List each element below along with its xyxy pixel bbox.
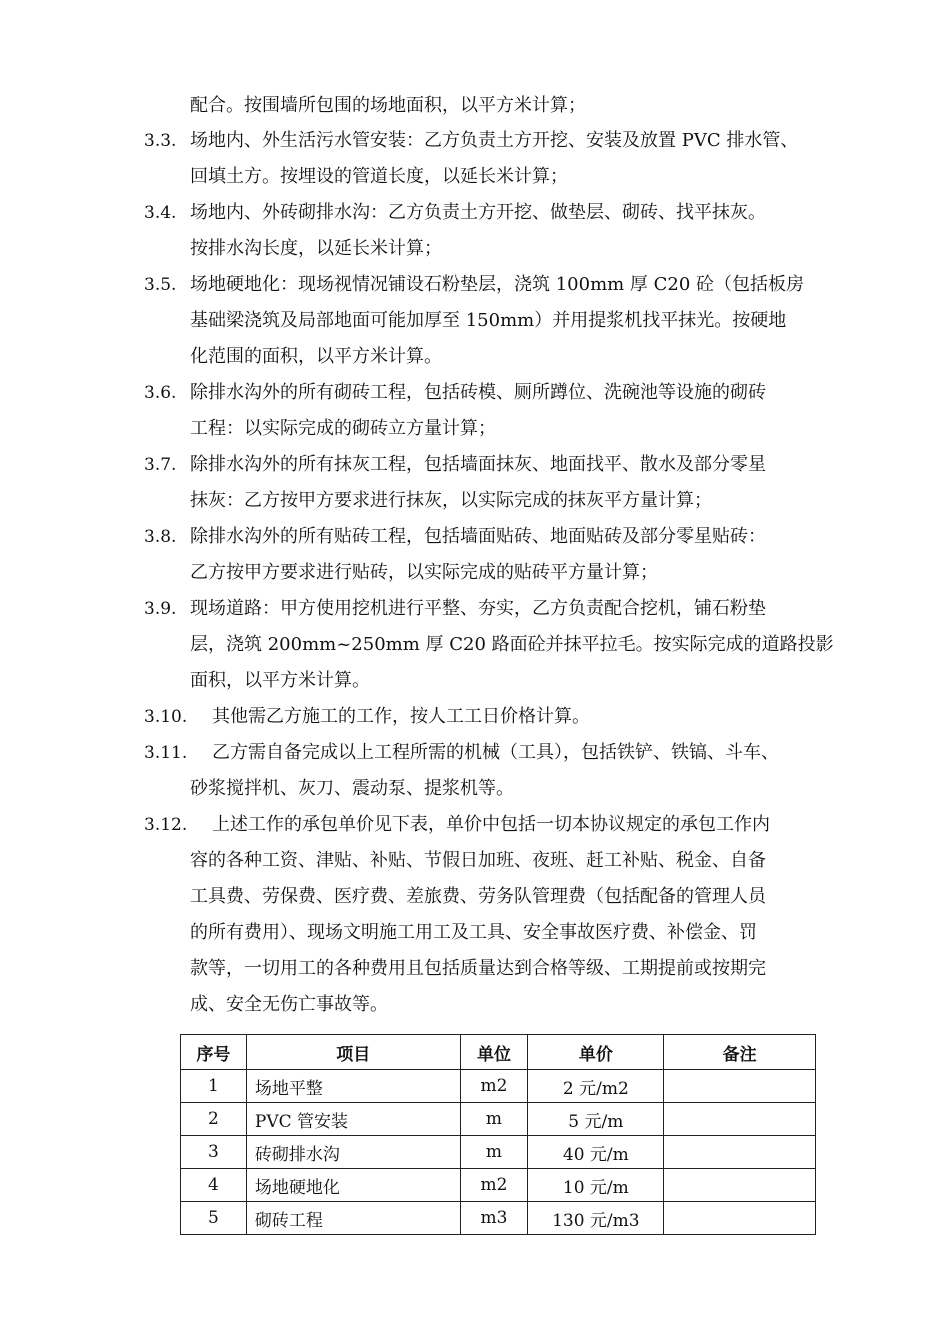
text-line: 容的各种工资、津贴、补贴、节假日加班、夜班、赶工补贴、税金、自备	[190, 850, 766, 871]
table-row	[181, 1202, 816, 1235]
clause-number: 3.3.	[144, 131, 177, 151]
cell-unit: m	[460, 1136, 528, 1169]
text-line: 乙方需自备完成以上工程所需的机械（工具），包括铁铲、铁镐、斗车、	[212, 742, 779, 763]
text-line: 的所有费用）、现场文明施工用工及工具、安全事故医疗费、补偿金、罚	[190, 922, 757, 943]
cell-index: 1	[181, 1070, 247, 1103]
cell-unit-price: 130 元/m3	[528, 1202, 664, 1235]
header-unit: 单位	[460, 1035, 528, 1070]
table-row	[181, 1136, 816, 1169]
text-line: 按排水沟长度，以延长米计算；	[190, 238, 442, 259]
cell-index: 5	[181, 1202, 247, 1235]
text-line: 除排水沟外的所有贴砖工程，包括墙面贴砖、地面贴砖及部分零星贴砖：	[190, 526, 766, 547]
cell-item: 场地平整	[246, 1070, 460, 1103]
cell-unit-price: 40 元/m	[528, 1136, 664, 1169]
text-line: 场地硬地化：现场视情况铺设石粉垫层，浇筑 100mm 厚 C20 砼（包括板房	[190, 274, 805, 295]
clause-number: 3.7.	[144, 455, 177, 475]
cell-unit-price: 5 元/m	[528, 1103, 664, 1136]
text-line: 场地内、外生活污水管安装：乙方负责土方开挖、安装及放置 PVC 排水管、	[190, 130, 799, 151]
text-line: 现场道路：甲方使用挖机进行平整、夯实，乙方负责配合挖机，铺石粉垫	[190, 598, 766, 619]
table-row	[181, 1070, 816, 1103]
cell-remarks	[664, 1202, 816, 1235]
cell-unit: m3	[460, 1202, 528, 1235]
text-line: 成、安全无伤亡事故等。	[190, 994, 388, 1015]
table-row	[181, 1169, 816, 1202]
cell-remarks	[664, 1136, 816, 1169]
clause-number: 3.11.	[144, 743, 188, 763]
cell-remarks	[664, 1169, 816, 1202]
cell-item: 砌砖工程	[246, 1202, 460, 1235]
clause-number: 3.12.	[144, 815, 188, 835]
unit-price-table	[180, 1034, 816, 1235]
cell-item: 场地硬地化	[246, 1169, 460, 1202]
cell-unit-price: 2 元/m2	[528, 1070, 664, 1103]
cell-index: 2	[181, 1103, 247, 1136]
cell-item: PVC 管安装	[246, 1103, 460, 1136]
cell-index: 4	[181, 1169, 247, 1202]
header-index: 序号	[181, 1035, 247, 1070]
text-line: 工程：以实际完成的砌砖立方量计算；	[190, 418, 496, 439]
text-line: 回填土方。按埋设的管道长度，以延长米计算；	[190, 166, 568, 187]
cell-unit-price: 10 元/m	[528, 1169, 664, 1202]
clause-number: 3.10.	[144, 707, 188, 727]
text-line: 配合。按围墙所包围的场地面积，以平方米计算；	[190, 95, 586, 116]
clause-number: 3.9.	[144, 599, 177, 619]
text-line: 面积，以平方米计算。	[190, 670, 370, 691]
text-line: 上述工作的承包单价见下表，单价中包括一切本协议规定的承包工作内	[212, 814, 770, 835]
clause-number: 3.8.	[144, 527, 177, 547]
text-line: 化范围的面积，以平方米计算。	[190, 346, 442, 367]
clause-number: 3.5.	[144, 275, 177, 295]
text-line: 除排水沟外的所有抹灰工程，包括墙面抹灰、地面找平、散水及部分零星	[190, 454, 766, 475]
text-line: 除排水沟外的所有砌砖工程，包括砖模、厕所蹲位、洗碗池等设施的砌砖	[190, 382, 766, 403]
text-line: 款等，一切用工的各种费用且包括质量达到合格等级、工期提前或按期完	[190, 958, 766, 979]
text-line: 层，浇筑 200mm~250mm 厚 C20 路面砼并抹平拉毛。按实际完成的道路投影	[190, 634, 834, 655]
text-line: 砂浆搅拌机、灰刀、震动泵、提浆机等。	[190, 778, 514, 799]
clause-number: 3.6.	[144, 383, 177, 403]
table-row	[181, 1103, 816, 1136]
cell-unit: m2	[460, 1070, 528, 1103]
cell-remarks	[664, 1070, 816, 1103]
header-unit-price: 单价	[528, 1035, 664, 1070]
table-header-row	[181, 1035, 816, 1070]
text-line: 其他需乙方施工的工作，按人工工日价格计算。	[212, 706, 590, 727]
cell-unit: m2	[460, 1169, 528, 1202]
clause-number: 3.4.	[144, 203, 177, 223]
text-line: 抹灰：乙方按甲方要求进行抹灰，以实际完成的抹灰平方量计算；	[190, 490, 712, 511]
cell-item: 砖砌排水沟	[246, 1136, 460, 1169]
text-line: 场地内、外砖砌排水沟：乙方负责土方开挖、做垫层、砌砖、找平抹灰。	[190, 202, 766, 223]
cell-index: 3	[181, 1136, 247, 1169]
header-remarks: 备注	[664, 1035, 816, 1070]
text-line: 基础梁浇筑及局部地面可能加厚至 150mm）并用提浆机找平抹光。按硬地	[190, 310, 787, 331]
header-item: 项目	[246, 1035, 460, 1070]
text-line: 工具费、劳保费、医疗费、差旅费、劳务队管理费（包括配备的管理人员	[190, 886, 766, 907]
cell-unit: m	[460, 1103, 528, 1136]
text-line: 乙方按甲方要求进行贴砖，以实际完成的贴砖平方量计算；	[190, 562, 658, 583]
cell-remarks	[664, 1103, 816, 1136]
